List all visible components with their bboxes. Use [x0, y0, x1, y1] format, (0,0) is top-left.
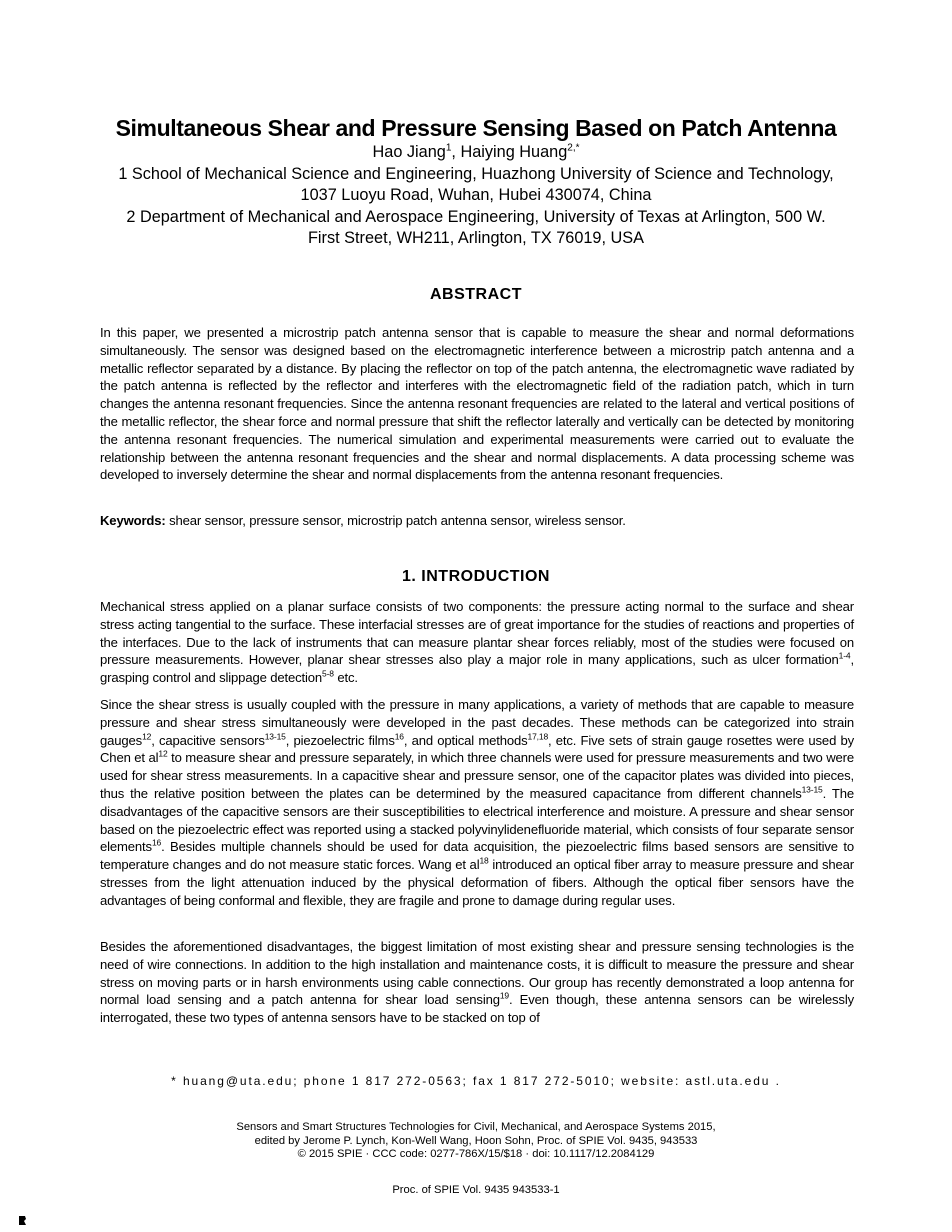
reference-superscript: 19	[499, 991, 510, 1002]
paragraph-text: , capacitive sensors	[151, 732, 265, 748]
reference-superscript: 5-8	[322, 668, 334, 679]
introduction-heading: 1. INTRODUCTION	[402, 568, 550, 585]
paragraph-text: . Even though, these antenna sensors can be wirelessly interrogated, these two types of antenna sensors have to be stacked on top of	[100, 992, 854, 1026]
reference-superscript: 13-15	[264, 731, 286, 742]
keywords	[100, 512, 854, 530]
citation-line: Sensors and Smart Structures Technologies for Civil, Mechanical, and Aerospace Systems 2015,	[236, 1121, 716, 1133]
author-line	[60, 142, 892, 163]
intro-paragraph-2	[100, 696, 854, 910]
affiliation-line: 1037 Luoyu Road, Wuhan, Hubei 430074, China	[300, 186, 652, 204]
page-number: Proc. of SPIE Vol. 9435 943533-1	[392, 1184, 560, 1196]
abstract-heading: ABSTRACT	[430, 286, 522, 303]
reference-superscript: 17,18	[527, 731, 549, 742]
paragraph-text: Since the shear stress is usually coupled with the pressure in many applications, a variety of methods that are capable to measure pressure and shear stress simultaneously were developed in the past decades. These methods can be categorized into strain gauges	[100, 697, 854, 748]
author-name: Hao Jiang	[372, 143, 446, 161]
publication-citation	[60, 1121, 892, 1162]
paragraph-text: etc.	[333, 670, 358, 686]
reference-superscript: 1-4	[838, 651, 851, 662]
corner-mark-icon	[18, 1215, 27, 1226]
paragraph-text: , etc. Five sets of strain gauge rosettes were used by Chen et al	[100, 732, 854, 766]
reference-superscript: 12	[142, 731, 152, 742]
reference-superscript: 12	[158, 749, 168, 760]
author-affiliation-marker: 2,*	[567, 142, 580, 154]
paper-title: Simultaneous Shear and Pressure Sensing Based on Patch Antenna	[115, 115, 837, 141]
affiliation-line: 1 School of Mechanical Science and Engineering, Huazhong University of Science and Technology,	[118, 165, 834, 183]
affiliation-2	[60, 207, 892, 249]
paragraph-text: to measure shear and pressure separately, in which three channels were used for pressure measurements and two were used for shear stress measurements. In a capacitive shear and pressure sensor, one of the capacitor plates was divided into pieces, thus the relative position between the plates can be determined by the measured capacitance from different channels	[100, 750, 854, 801]
intro-paragraph-3	[100, 938, 854, 1027]
paragraph-text: , piezoelectric films	[285, 732, 395, 748]
affiliation-line: 2 Department of Mechanical and Aerospace Engineering, University of Texas at Arlington, 500 W.	[126, 208, 826, 226]
citation-line: © 2015 SPIE · CCC code: 0277-786X/15/$18 · doi: 10.1117/12.2084129	[297, 1148, 655, 1160]
intro-paragraph-1	[100, 598, 854, 687]
reference-superscript: 16	[151, 838, 162, 849]
author-separator: ,	[451, 143, 461, 161]
author-name: Haiying Huang	[460, 143, 568, 161]
reference-superscript: 13-15	[801, 784, 823, 795]
keywords-text: shear sensor, pressure sensor, microstrip patch antenna sensor, wireless sensor.	[165, 513, 626, 528]
paragraph-text: , and optical methods	[403, 732, 528, 748]
reference-superscript: 16	[394, 731, 404, 742]
paragraph-text: . Besides multiple channels should be used for data acquisition, the piezoelectric films based sensors are sensitive to temperature changes and do not measure static forces. Wang et al	[100, 839, 854, 873]
abstract-text: In this paper, we presented a microstrip patch antenna sensor that is capable to measure the shear and normal deformations simultaneously. The sensor was designed based on the electromagnetic interference between a microstrip patch antenna and a metallic reflector separated by a distance. By placing the reflector on top of the patch antenna, the electromagnetic wave radiated by the patch antenna is reflected by the reflector and interferes with the electromagnetic field of the radiation patch, which in turn changes the antenna resonant frequencies. Since the antenna resonant frequencies are related to the lateral and vertical positions of the metallic reflector, the shear force and normal pressure that shift the reflector laterally and vertically can be detected by monitoring the antenna resonant frequencies. The numerical simulation and experimental measurements were carried out to evaluate the relationship between the antenna resonant frequencies and the shear and normal displacements. A data processing scheme was developed to inversely determine the shear and normal displacements from the antenna resonant frequencies.	[100, 325, 854, 483]
reference-superscript: 18	[479, 855, 489, 866]
paragraph-text: Mechanical stress applied on a planar surface consists of two components: the pressure acting normal to the surface and shear stress acting tangential to the surface. These interfacial stresses are of great importance for the studies of reactions and properties of the interfaces. Due to the lack of instruments that can measure plantar shear forces reliably, most of the studies were focused on pressure measurements. However, planar shear stresses also play a major role in many applications, such as ulcer formation	[100, 599, 854, 668]
paragraph-text: Besides the aforementioned disadvantages, the biggest limitation of most existing shear and pressure sensing technologies is the need of wire connections. In addition to the high installation and maintenance costs, it is difficult to measure the pressure and shear stress on moving parts or in harsh environments using cable connections. Our group has recently demonstrated a loop antenna for normal load sensing and a patch antenna for shear load sensing	[100, 939, 854, 1008]
corresponding-author-footnote: * huang@uta.edu; phone 1 817 272-0563; fax 1 817 272-5010; website: astl.uta.edu .	[171, 1074, 781, 1088]
citation-line: edited by Jerome P. Lynch, Kon-Well Wang, Hoon Sohn, Proc. of SPIE Vol. 9435, 943533	[254, 1134, 698, 1147]
affiliation-1	[60, 164, 892, 206]
paragraph-text: , grasping control and slippage detection	[100, 652, 854, 686]
paragraph-text: introduced an optical fiber array to measure pressure and shear stresses from the light attenuation induced by the physical deformation of fibers. Although the optical fiber sensors have the advantages of being conformal and flexible, they are fragile and prone to damage during regular uses.	[100, 857, 854, 908]
affiliation-line: First Street, WH211, Arlington, TX 76019, USA	[307, 229, 645, 247]
paragraph-text: . The disadvantages of the capacitive sensors are their susceptibilities to electrical interference and moisture. A pressure and shear sensor based on the piezoelectric effect was reported using a stacked polyvinylidenefluoride material, which consists of four separate sensor elements	[100, 785, 855, 855]
keywords-label: Keywords:	[100, 513, 166, 528]
author-affiliation-marker: 1	[445, 142, 452, 154]
